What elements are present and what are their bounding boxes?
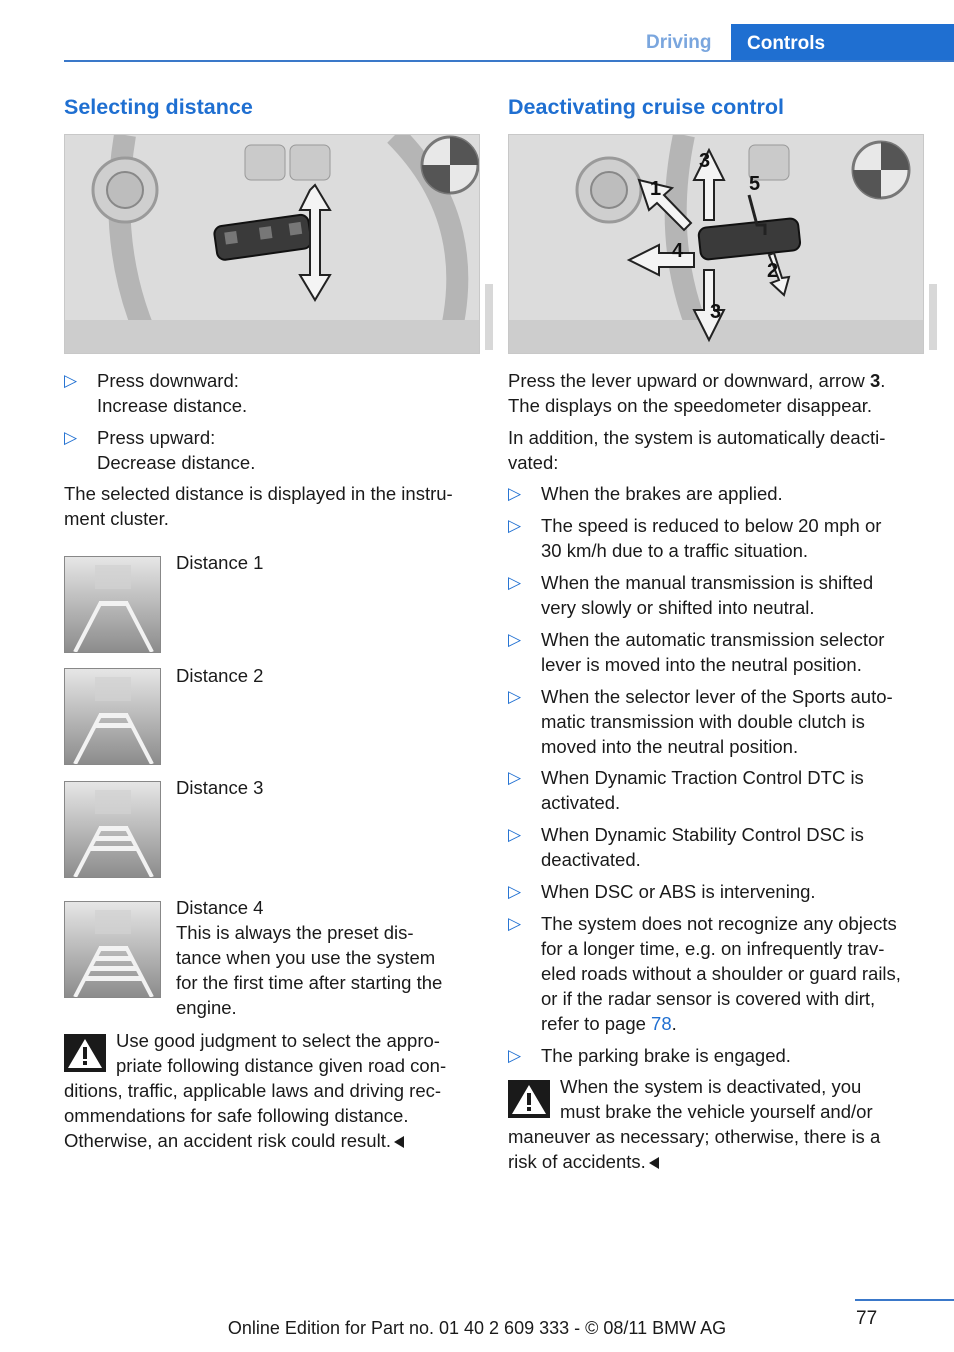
triangle-right-icon: ▷ bbox=[64, 428, 78, 447]
lever-arrows-illustration bbox=[509, 135, 924, 354]
arrow-label-4: 4 bbox=[672, 240, 684, 262]
distance-3-display bbox=[64, 781, 161, 878]
triangle-right-icon: ▷ bbox=[508, 516, 522, 535]
triangle-right-icon: ▷ bbox=[508, 1046, 522, 1065]
arrow-label-5: 5 bbox=[749, 173, 761, 195]
header-rule bbox=[64, 60, 954, 62]
distance-1-label: Distance 1 bbox=[176, 552, 264, 573]
end-mark-icon bbox=[394, 1136, 404, 1148]
footer-rule bbox=[855, 1299, 954, 1301]
warning-text-right: When the system is deactivated, you must brake the vehicle yourself and/or maneuver as necessary; otherwise, there is a risk of accidents. bbox=[508, 1076, 881, 1172]
footer-edition: Online Edition for Part no. 01 40 2 609 333 - © 08/11 BMW AG bbox=[227, 1318, 727, 1338]
triangle-right-icon: ▷ bbox=[508, 687, 522, 706]
arrow-label-3-bottom: 3 bbox=[710, 301, 722, 323]
header-chapter-tab: Controls bbox=[731, 24, 954, 61]
triangle-right-icon: ▷ bbox=[508, 484, 522, 503]
distance-4-label: Distance 4 This is always the preset dis- tance when you use the system for the first time after starting the engine. bbox=[176, 897, 443, 1018]
triangle-right-icon: ▷ bbox=[508, 630, 522, 649]
triangle-right-icon: ▷ bbox=[508, 768, 522, 787]
triangle-right-icon: ▷ bbox=[64, 371, 78, 390]
figure-deactivate-lever bbox=[508, 134, 924, 354]
distance-4-display bbox=[64, 901, 161, 998]
distance-2-label: Distance 2 bbox=[176, 665, 264, 686]
figure-distance-lever bbox=[64, 134, 480, 354]
steering-lever-illustration bbox=[65, 135, 480, 354]
distance-1-display bbox=[64, 556, 161, 653]
header-section: Driving bbox=[646, 32, 712, 53]
distance-3-label: Distance 3 bbox=[176, 777, 264, 798]
triangle-right-icon: ▷ bbox=[508, 914, 522, 933]
distance-2-display bbox=[64, 668, 161, 765]
triangle-right-icon: ▷ bbox=[508, 573, 522, 592]
paragraph: Press the lever upward or downward, arrow 3. The displays on the speedometer disappear. bbox=[508, 370, 886, 416]
figure-code-left bbox=[482, 282, 496, 352]
page-number: 77 bbox=[856, 1308, 878, 1329]
triangle-right-icon: ▷ bbox=[508, 825, 522, 844]
page-78-link[interactable]: 78 bbox=[651, 1013, 672, 1034]
warning-text-left: Use good judgment to select the appro- priate following distance given road con- ditions, traffic, applicable laws and driving rec- ommendations for safe following distance. Otherwise, an accident risk could result. bbox=[64, 1030, 447, 1151]
triangle-right-icon: ▷ bbox=[508, 882, 522, 901]
arrow-label-3-top: 3 bbox=[699, 150, 711, 172]
end-mark-icon bbox=[649, 1157, 659, 1169]
figure-code-right bbox=[926, 282, 940, 352]
arrow-label-2: 2 bbox=[767, 260, 779, 282]
arrow-label-1: 1 bbox=[650, 178, 662, 200]
paragraph: The selected distance is displayed in the instru- ment cluster. bbox=[64, 483, 453, 529]
section-title-selecting-distance: Selecting distance bbox=[64, 95, 253, 119]
paragraph: In addition, the system is automatically deacti- vated: bbox=[508, 427, 886, 473]
section-title-deactivating: Deactivating cruise control bbox=[508, 95, 784, 119]
